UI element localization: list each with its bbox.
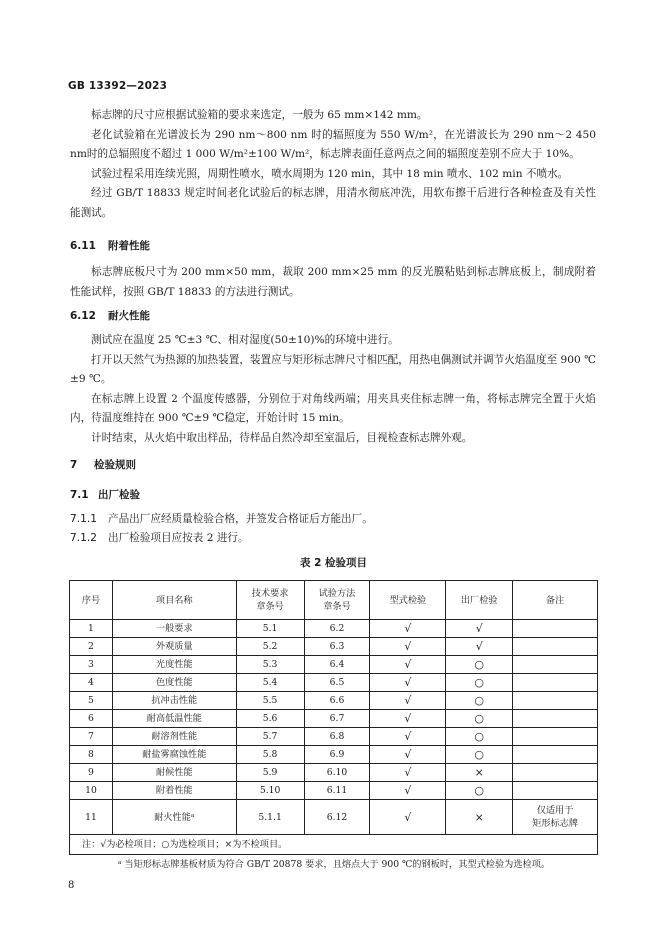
table-cell [513, 728, 598, 746]
table-footnote: ᵃ 当矩形标志牌基板材质为符合 GB/T 20878 要求，且熔点大于 900 ℃的钢板时，其型式检验为选检项。 [117, 859, 551, 870]
table-cell: 5.1 [236, 620, 304, 638]
table-cell: 5.7 [236, 728, 304, 746]
table-cell: 6.8 [304, 728, 370, 746]
table-cell: √ [370, 692, 446, 710]
table-cell: 5.8 [236, 746, 304, 764]
table-cell: 抗冲击性能 [112, 692, 236, 710]
table-cell: 5.10 [236, 782, 304, 800]
table-note: 注：√为必检项目；○为选检项目；×为不检项目。 [70, 835, 598, 855]
section-title: 出厂检验 [98, 489, 140, 501]
table-cell: 6.7 [304, 710, 370, 728]
table-cell: 5.6 [236, 710, 304, 728]
table-row [70, 782, 598, 800]
table-cell: √ [370, 782, 446, 800]
table-cell: × [446, 764, 513, 782]
table-cell: 6 [70, 710, 113, 728]
table-cell: 6.6 [304, 692, 370, 710]
clause-7-1-2 [70, 530, 249, 545]
table-row [70, 620, 598, 638]
table-cell [513, 710, 598, 728]
table-cell [513, 764, 598, 782]
table-row [70, 674, 598, 692]
table-cell: 附着性能 [112, 782, 236, 800]
table-cell: 色度性能 [112, 674, 236, 692]
table-cell: 4 [70, 674, 113, 692]
table-cell: 耐候性能 [112, 764, 236, 782]
table-cell: √ [370, 674, 446, 692]
table-cell: 3 [70, 656, 113, 674]
clause-text: 出厂检验项目应按表 2 进行。 [108, 532, 249, 544]
section-6-12-body [70, 331, 596, 448]
table-cell: √ [370, 764, 446, 782]
table-header-cell: 序号 [70, 581, 113, 620]
table-header-cell: 技术要求 章条号 [236, 581, 304, 620]
table-cell: 2 [70, 638, 113, 656]
table-cell: ○ [446, 782, 513, 800]
table-cell: 外观质量 [112, 638, 236, 656]
table-cell: 耐盐雾腐蚀性能 [112, 746, 236, 764]
table-cell: 一般要求 [112, 620, 236, 638]
table-cell: √ [370, 728, 446, 746]
table-row [70, 710, 598, 728]
table-cell: √ [370, 800, 446, 835]
table-header-cell: 备注 [513, 581, 598, 620]
inspection-items-table [69, 580, 598, 855]
table-cell: √ [446, 638, 513, 656]
table-note-row [70, 835, 598, 855]
section-number: 7.1 [70, 489, 89, 501]
table-cell: ○ [446, 692, 513, 710]
table-cell: 耐火性能ᵃ [112, 800, 236, 835]
page-number: 8 [68, 880, 75, 891]
table-cell: 5.5 [236, 692, 304, 710]
table-cell: × [446, 800, 513, 835]
section-number: 6.11 [70, 240, 96, 252]
section-title: 检验规则 [94, 459, 136, 471]
table-row [70, 656, 598, 674]
table-cell: 6.10 [304, 764, 370, 782]
table-row [70, 692, 598, 710]
table-cell: 5.4 [236, 674, 304, 692]
table-cell: 6.2 [304, 620, 370, 638]
table-cell [513, 746, 598, 764]
section-6-12-heading [70, 308, 150, 323]
table-cell: √ [446, 620, 513, 638]
table-header-cell: 项目名称 [112, 581, 236, 620]
paragraph: 标志牌底板尺寸为 200 mm×50 mm，裁取 200 mm×25 mm 的反光膜粘贴到标志牌底板上，制成附着性能试样，按照 GB/T 18833 的方法进行测试。 [70, 266, 596, 298]
section-title: 耐火性能 [108, 310, 150, 322]
table-cell [513, 656, 598, 674]
table-cell: 耐高低温性能 [112, 710, 236, 728]
table-cell: 6.12 [304, 800, 370, 835]
table-cell: 6.3 [304, 638, 370, 656]
paragraph: 试验过程采用连续光照，周期性喷水，喷水周期为 120 min，其中 18 min 喷水、102 min 不喷水。 [91, 167, 569, 180]
table-cell: 11 [70, 800, 113, 835]
table-cell: 光度性能 [112, 656, 236, 674]
paragraph: 标志牌的尺寸应根据试验箱的要求来选定，一般为 65 mm×142 mm。 [91, 109, 428, 121]
table-cell: ○ [446, 746, 513, 764]
clause-number: 7.1.1 [70, 513, 97, 525]
table-cell: 10 [70, 782, 113, 800]
table-header-cell: 出厂检验 [446, 581, 513, 620]
table-header-cell: 试验方法 章条号 [304, 581, 370, 620]
section-7-heading [70, 457, 136, 472]
table-cell: 耐溶剂性能 [112, 728, 236, 746]
table-cell: 6.11 [304, 782, 370, 800]
table-cell: ○ [446, 728, 513, 746]
table-cell [513, 692, 598, 710]
table-cell: √ [370, 656, 446, 674]
table-cell: 5.1.1 [236, 800, 304, 835]
table-cell: 7 [70, 728, 113, 746]
table-row [70, 746, 598, 764]
paragraph: 测试应在温度 25 ℃±3 ℃、相对湿度(50±10)%的环境中进行。 [91, 334, 399, 346]
section-7-1-heading [70, 487, 140, 502]
section-number: 6.12 [70, 310, 96, 322]
paragraph: 老化试验箱在光谱波长为 290 nm～800 nm 时的辐照度为 550 W/m²，在光谱波长为 290 nm～2 450 nm时的总辐照度不超过 1 000 W/m²±100 W/m²，标志牌表面任意两点之间的辐照度差别不应大于 10%。 [70, 128, 596, 160]
table-row [70, 728, 598, 746]
table-cell: 8 [70, 746, 113, 764]
table-cell [513, 620, 598, 638]
table-cell: 6.5 [304, 674, 370, 692]
paragraph: 计时结束，从火焰中取出样品，待样品自然冷却至室温后，目视检查标志牌外观。 [91, 431, 473, 444]
paragraph: 在标志牌上设置 2 个温度传感器，分别位于对角线两端；用夹具夹住标志牌一角，将标志牌完全置于火焰内，待温度维持在 900 ℃±9 ℃稳定，开始计时 15 min。 [70, 392, 596, 424]
table-row [70, 638, 598, 656]
paragraph: 打开以天然气为热源的加热装置，装置应与矩形标志牌尺寸相匹配，用热电偶测试并调节火焰温度至 900 ℃±9 ℃。 [70, 353, 596, 385]
section-title: 附着性能 [108, 240, 150, 252]
section-number: 7 [70, 459, 78, 471]
table-row [70, 800, 598, 835]
table-header-row [70, 581, 598, 620]
clause-7-1-1 [70, 511, 373, 526]
table-cell [513, 638, 598, 656]
table-cell: 仅适用于 矩形标志牌 [513, 800, 598, 835]
table-cell: 5.3 [236, 656, 304, 674]
table-cell [513, 674, 598, 692]
table-cell: 5 [70, 692, 113, 710]
table-cell: 5.9 [236, 764, 304, 782]
table-cell: √ [370, 710, 446, 728]
section-6-11-body [70, 263, 596, 302]
table-header-cell: 型式检验 [370, 581, 446, 620]
table-cell: 9 [70, 764, 113, 782]
clause-text: 产品出厂应经质量检验合格，并签发合格证后方能出厂。 [108, 513, 373, 525]
section-6-11-heading [70, 238, 150, 253]
table-cell: 6.4 [304, 656, 370, 674]
table-cell: 6.9 [304, 746, 370, 764]
table-cell: ○ [446, 710, 513, 728]
table-title: 表 2 检验项目 [299, 557, 368, 569]
table-cell: 5.2 [236, 638, 304, 656]
clause-number: 7.1.2 [70, 532, 97, 544]
table-row [70, 764, 598, 782]
table-cell: √ [370, 746, 446, 764]
table-cell: √ [370, 620, 446, 638]
standard-header: GB 13392—2023 [68, 80, 168, 92]
paragraph: 经过 GB/T 18833 规定时间老化试验后的标志牌，用清水彻底冲洗，用软布擦干后进行各种检查及有关性能测试。 [70, 187, 596, 219]
table-cell: √ [370, 638, 446, 656]
table-cell: ○ [446, 674, 513, 692]
table-cell: 1 [70, 620, 113, 638]
paragraphs-top [70, 106, 596, 223]
table-cell: ○ [446, 656, 513, 674]
table-cell [513, 782, 598, 800]
